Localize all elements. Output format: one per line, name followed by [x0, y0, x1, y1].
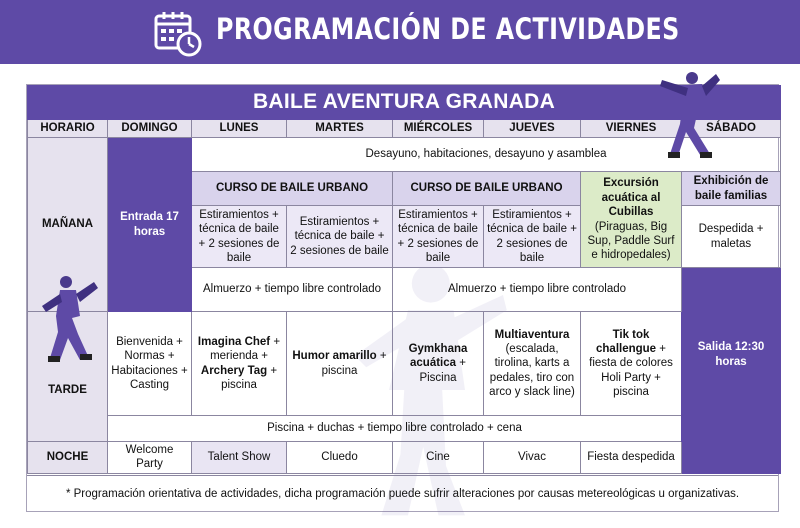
sabado-salida-cell: Salida 12:30 horas — [682, 268, 781, 442]
lunes-tarde-title-1: Imagina Chef — [197, 335, 271, 348]
noche-jueves-cell: Vivac — [484, 442, 581, 474]
lunch-miercoles-viernes-cell: Almuerzo + tiempo libre controlado — [393, 268, 682, 312]
header-banner — [0, 0, 800, 64]
martes-tarde-text: + piscina — [321, 350, 387, 377]
dancer-left-icon — [36, 272, 102, 364]
dancer-right-icon — [648, 68, 720, 160]
jueves-tarde-cell — [484, 312, 581, 416]
noche-miercoles-cell: Cine — [393, 442, 484, 474]
viernes-tarde-text: + fiesta de colores Holi Party + piscina — [589, 342, 673, 399]
header-jueves: JUEVES — [484, 120, 581, 138]
lunes-tarde-title-2: Archery Tag — [200, 364, 268, 377]
martes-tarde-cell — [287, 312, 393, 416]
lunes-tarde-cell — [192, 312, 287, 416]
viernes-manana-detail: (Piraguas, Big Sup, Paddle Surf e hidropedales) — [587, 220, 675, 262]
row-label-manana: MAÑANA — [28, 138, 108, 312]
viernes-manana-cell — [581, 172, 682, 268]
miercoles-tarde-cell — [393, 312, 484, 416]
curso-lunes-martes-cell: CURSO DE BAILE URBANO — [192, 172, 393, 206]
calendar-clock-icon — [153, 9, 203, 59]
header-martes: MARTES — [287, 120, 393, 138]
viernes-tarde-cell — [581, 312, 682, 416]
sabado-exhibicion-cell: Exhibición de baile familias — [682, 172, 781, 206]
viernes-tarde-title: Tik tok challengue — [596, 328, 657, 355]
jueves-tarde-text: (escalada, tirolina, karts a pedales, tiro con arco y slack line) — [489, 342, 575, 399]
breakfast-cell: Desayuno, habitaciones, desayuno y asamblea — [192, 138, 781, 172]
lunch-lunes-martes-cell: Almuerzo + tiempo libre controlado — [192, 268, 393, 312]
row-label-tarde: TARDE — [28, 312, 108, 442]
domingo-manana-cell: Entrada 17 horas — [108, 138, 192, 312]
miercoles-tarde-text: + Piscina — [419, 357, 466, 384]
sabado-despedida-cell: Despedida + maletas — [682, 206, 781, 268]
noche-martes-cell: Cluedo — [287, 442, 393, 474]
header-sabado: SÁBADO — [682, 120, 781, 138]
jueves-tarde-title: Multiaventura — [494, 328, 570, 341]
schedule-title: BAILE AVENTURA GRANADA — [28, 86, 781, 120]
noche-lunes-cell: Talent Show — [192, 442, 287, 474]
lunes-tarde-text-1: + merienda + — [210, 335, 281, 363]
miercoles-tarde-title: Gymkhana acuática — [408, 342, 468, 370]
session-jueves-cell: Estiramientos + técnica de baile + 2 sesiones de baile — [484, 206, 581, 268]
session-lunes-cell: Estiramientos + técnica de baile + 2 sesiones de baile — [192, 206, 287, 268]
header-viernes: VIERNES — [581, 120, 682, 138]
dinner-cell: Piscina + duchas + tiempo libre controlado + cena — [108, 416, 682, 442]
martes-tarde-title: Humor amarillo — [292, 350, 377, 363]
session-miercoles-cell: Estiramientos + técnica de baile + 2 sesiones de baile — [393, 206, 484, 268]
row-label-noche: NOCHE — [28, 442, 108, 474]
footnote: * Programación orientativa de actividades, dicha programación puede sufrir alteraciones por causas metereológicas u organizativas. — [27, 475, 778, 511]
noche-sabado-cell — [682, 442, 781, 474]
curso-miercoles-jueves-cell: CURSO DE BAILE URBANO — [393, 172, 581, 206]
header-horario: HORARIO — [28, 120, 108, 138]
header-lunes: LUNES — [192, 120, 287, 138]
header-domingo: DOMINGO — [108, 120, 192, 138]
page-title: PROGRAMACIÓN DE ACTIVIDADES — [216, 12, 680, 46]
noche-viernes-cell: Fiesta despedida — [581, 442, 682, 474]
session-martes-cell: Estiramientos + técnica de baile + 2 sesiones de baile — [287, 206, 393, 268]
lunes-tarde-text-2: + piscina — [221, 364, 278, 391]
viernes-manana-title: Excursión acuática al Cubillas — [601, 177, 661, 219]
header-miercoles: MIÉRCOLES — [393, 120, 484, 138]
domingo-tarde-cell: Bienvenida + Normas + Habitaciones + Casting — [108, 312, 192, 416]
noche-domingo-cell: Welcome Party — [108, 442, 192, 474]
